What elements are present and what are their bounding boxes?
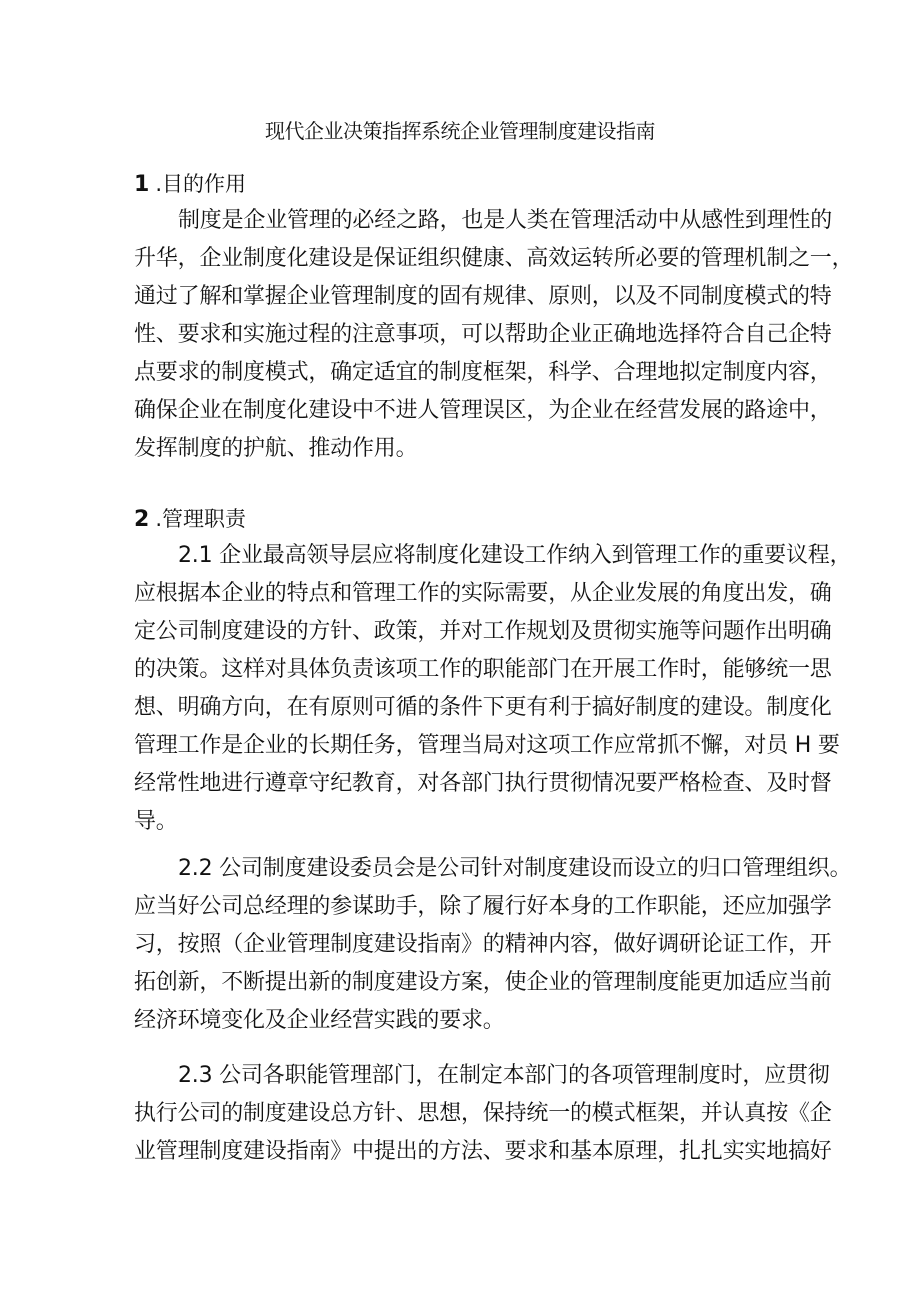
paragraph-2-2-line: 习，按照（企业管理制度建设指南》的精神内容，做好调研论证工作，开 [134, 932, 832, 957]
paragraph-2-2-line: 经济环境变化及企业经营实践的要求。 [134, 1008, 505, 1033]
paragraph-2-3-line: 执行公司的制度建设总方针、思想，保持统一的模式框架，并认真按《企 [134, 1101, 832, 1126]
section-1-line: 点要求的制度模式，确定适宜的制度框架，科学、合理地拟定制度内容， [134, 360, 832, 385]
section-2-title: .管理职责 [155, 507, 246, 531]
paragraph-2-1-line: 的决策。这样对具体负责该项工作的职能部门在开展工作时，能够统一思 [134, 657, 832, 682]
paragraph-2-1-line: 2.1 企业最高领导层应将制度化建设工作纳入到管理工作的重要议程， [178, 543, 852, 568]
section-1-line: 发挥制度的护航、推动作用。 [134, 436, 418, 461]
section-1-line: 制度是企业管理的必经之路，也是人类在管理活动中从感性到理性的 [178, 208, 833, 233]
section-1-title: .目的作用 [155, 172, 246, 196]
paragraph-2-1-line: 想、明确方向，在有原则可循的条件下更有利于搞好制度的建设。制度化 [134, 695, 832, 720]
paragraph-2-1-line: 管理工作是企业的长期任务，管理当局对这项工作应常抓不懈，对员 H 要 [134, 733, 840, 758]
paragraph-2-1-line: 定公司制度建设的方针、政策，并对工作规划及贯彻实施等问题作出明确 [134, 619, 832, 644]
section-1-line: 升华，企业制度化建设是保证组织健康、高效运转所必要的管理机制之一， [134, 246, 854, 271]
section-1-line: 通过了解和掌握企业管理制度的固有规律、原则，以及不同制度模式的特 [134, 284, 832, 309]
section-1-line: 性、要求和实施过程的注意事项，可以帮助企业正确地选择符合自己企特 [134, 322, 832, 347]
document-title: 现代企业决策指挥系统企业管理制度建设指南 [265, 119, 655, 143]
section-1-heading [134, 168, 246, 201]
section-2-heading [134, 503, 246, 536]
paragraph-2-1-line: 经常性地进行遵章守纪教育，对各部门执行贯彻情况要严格检查、及时督 [134, 771, 832, 796]
paragraph-2-1-line: 导。 [134, 809, 178, 834]
section-1-number: 1 [134, 172, 150, 197]
section-2-number: 2 [134, 507, 150, 532]
paragraph-2-1-line: 应根据本企业的特点和管理工作的实际需要，从企业发展的角度出发，确 [134, 581, 832, 606]
paragraph-2-3-line: 2.3 公司各职能管理部门，在制定本部门的各项管理制度时，应贯彻 [178, 1063, 830, 1088]
paragraph-2-3-line: 业管理制度建设指南》中提出的方法、要求和基本原理，扎扎实实地搞好 [134, 1139, 832, 1164]
section-1-line: 确保企业在制度化建设中不进人管理误区，为企业在经营发展的路途中， [134, 398, 832, 423]
paragraph-2-2-line: 2.2 公司制度建设委员会是公司针对制度建设而设立的归口管理组织。 [178, 856, 852, 881]
paragraph-2-2-line: 应当好公司总经理的参谋助手，除了履行好本身的工作职能，还应加强学 [134, 894, 832, 919]
paragraph-2-2-line: 拓创新，不断提出新的制度建设方案，使企业的管理制度能更加适应当前 [134, 970, 832, 995]
